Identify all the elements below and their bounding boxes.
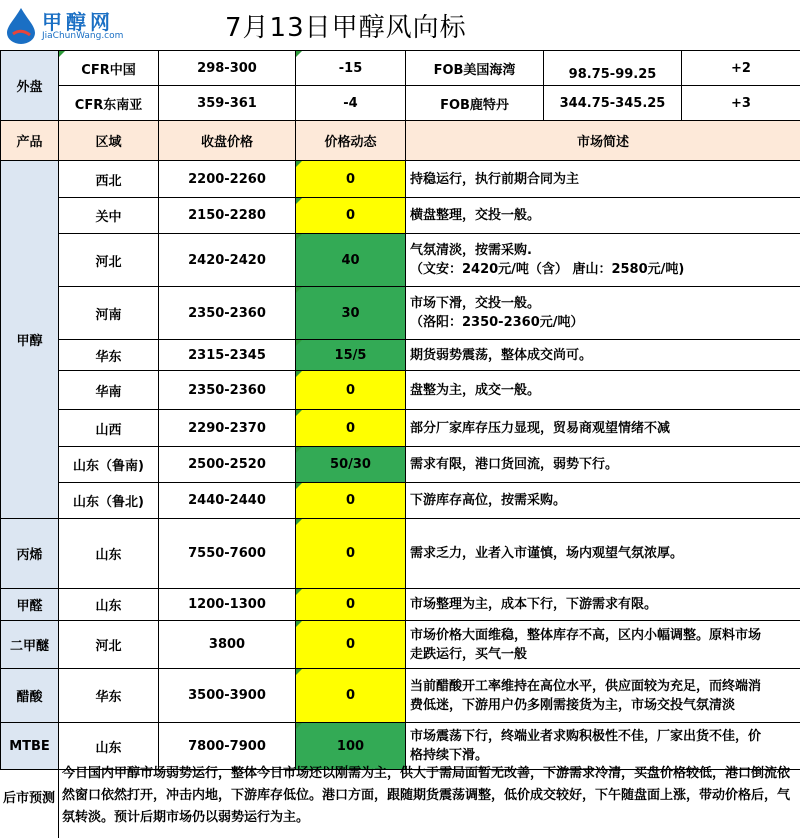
table-row [1, 287, 800, 340]
desc-line: （洛阳：2350-2360元/吨） [410, 315, 584, 330]
desc-cell [406, 519, 800, 589]
price-cell: 2290-2370 [159, 410, 296, 447]
external-change2: +3 [682, 86, 800, 121]
desc-line: 持稳运行，执行前期合同为主 [410, 171, 580, 187]
desc-line: 部分厂家库存压力显现，贸易商观望情绪不减 [410, 420, 671, 436]
page-title: 7月13日甲醇风向标 [225, 13, 467, 43]
price-cell: 3500-3900 [159, 669, 296, 723]
change-cell: 100 [296, 723, 406, 770]
price-cell: 2150-2280 [159, 198, 296, 234]
region-cell: 西北 [59, 161, 159, 198]
table-row [1, 234, 800, 287]
desc-line: 市场价格大面维稳，整体库存不高，区内小幅调整。原料市场 [410, 627, 762, 643]
desc-cell [406, 447, 800, 483]
desc-line: 市场整理为主，成本下行，下游需求有限。 [410, 597, 658, 612]
region-cell: 山东 [59, 723, 159, 770]
forecast-text: 今日国内甲醇市场弱势运行，整体今日市场还以刚需为主，供大于需局面暂无改善，下游需求冷清，买盘价格较低，港口倒流依然窗口依然打开，冲击内地，下游库存低位。港口方面，跟随期货震荡调整，低价成交较好，下午随盘面上涨，带动价格后，气氛转淡。预计后期市场仍以弱势运行为主。 [62, 766, 791, 825]
logo-drop-icon [4, 6, 38, 44]
price-cell: 2315-2345 [159, 340, 296, 371]
desc-line: 市场下滑，交投一般。 [410, 296, 541, 311]
forecast-label: 后市预测 [0, 755, 59, 838]
price-cell: 3800 [159, 621, 296, 669]
title-bar [0, 0, 800, 51]
change-cell: 30 [296, 287, 406, 340]
product-cell: 丙烯 [1, 519, 59, 589]
desc-line: 横盘整理，交投一般。 [410, 208, 541, 223]
region-cell: 华南 [59, 371, 159, 410]
desc-cell [406, 589, 800, 621]
desc-cell [406, 371, 800, 410]
desc-line: 市场震荡下行，终端业者求购积极性不佳，厂家出货不佳，价 [410, 729, 762, 744]
table-row [1, 161, 800, 198]
table-row [1, 340, 800, 371]
external-label: 外盘 [1, 51, 59, 121]
price-cell: 1200-1300 [159, 589, 296, 621]
table-row [1, 621, 800, 669]
region-cell: 山西 [59, 410, 159, 447]
change-cell: 0 [296, 483, 406, 519]
table-row [1, 410, 800, 447]
product-cell: 甲醛 [1, 589, 59, 621]
region-cell: 山东 [59, 589, 159, 621]
desc-cell [406, 198, 800, 234]
external-price2: 98.75-99.25 [544, 51, 682, 86]
col-region: 区域 [59, 121, 159, 161]
change-cell: 0 [296, 198, 406, 234]
change-cell: 0 [296, 589, 406, 621]
external-name: CFR东南亚 [59, 86, 159, 121]
col-desc: 市场简述 [406, 121, 800, 161]
change-cell: 50/30 [296, 447, 406, 483]
table-row [1, 371, 800, 410]
region-cell: 河北 [59, 621, 159, 669]
region-cell: 山东（鲁南) [59, 447, 159, 483]
table-row [1, 589, 800, 621]
col-product: 产品 [1, 121, 59, 161]
desc-line: 当前醋酸开工率维持在高位水平，供应面较为充足，而终端消 [410, 678, 762, 694]
product-cell: 甲醇 [1, 161, 59, 519]
desc-cell [406, 234, 800, 287]
desc-cell [406, 410, 800, 447]
desc-cell [406, 340, 800, 371]
external-change: -15 [296, 51, 406, 86]
region-cell: 关中 [59, 198, 159, 234]
price-cell: 2420-2420 [159, 234, 296, 287]
change-cell: 0 [296, 519, 406, 589]
table-header [1, 121, 800, 161]
region-cell: 山东（鲁北) [59, 483, 159, 519]
price-cell: 2500-2520 [159, 447, 296, 483]
logo-name: 甲醇网 [42, 10, 114, 34]
desc-line: 气氛清淡，按需采购. [410, 243, 532, 258]
forecast-section [0, 755, 800, 839]
region-cell: 河南 [59, 287, 159, 340]
market-table [0, 120, 800, 770]
region-cell: 华东 [59, 669, 159, 723]
desc-line: 期货弱势震荡，整体成交尚可。 [410, 347, 593, 363]
logo [4, 4, 134, 46]
external-price: 298-300 [159, 51, 296, 86]
desc-line: 费低迷，下游用户仍多刚需接货为主，市场交投气氛清淡 [410, 697, 736, 713]
external-name2: FOB鹿特丹 [406, 86, 544, 121]
external-change2: +2 [682, 51, 800, 86]
price-cell: 2200-2260 [159, 161, 296, 198]
external-row [1, 51, 800, 86]
change-cell: 0 [296, 161, 406, 198]
desc-line: 需求有限，港口货回流，弱势下行。 [410, 457, 619, 472]
desc-cell [406, 621, 800, 669]
price-cell: 2440-2440 [159, 483, 296, 519]
change-cell: 40 [296, 234, 406, 287]
desc-cell [406, 287, 800, 340]
table-row [1, 669, 800, 723]
change-cell: 15/5 [296, 340, 406, 371]
external-market-table [0, 50, 800, 121]
logo-url: JiaChunWang.com [42, 31, 124, 41]
region-cell: 华东 [59, 340, 159, 371]
external-name2: FOB美国海湾 [406, 51, 544, 86]
product-cell: 二甲醚 [1, 621, 59, 669]
col-change: 价格动态 [296, 121, 406, 161]
desc-cell [406, 483, 800, 519]
external-name: CFR中国 [59, 51, 159, 86]
desc-line: （文安：2420元/吨（含） 唐山：2580元/吨) [410, 262, 685, 277]
table-row [1, 519, 800, 589]
product-cell: 醋酸 [1, 669, 59, 723]
desc-cell [406, 669, 800, 723]
table-row [1, 483, 800, 519]
price-cell: 2350-2360 [159, 371, 296, 410]
desc-line: 盘整为主，成交一般。 [410, 382, 541, 398]
change-cell: 0 [296, 669, 406, 723]
price-cell: 7550-7600 [159, 519, 296, 589]
price-cell: 7800-7900 [159, 723, 296, 770]
product-cell: MTBE [1, 723, 59, 770]
desc-line: 走跌运行，买气一般 [410, 646, 528, 662]
change-cell: 0 [296, 371, 406, 410]
external-row [1, 86, 800, 121]
col-price: 收盘价格 [159, 121, 296, 161]
external-price2: 344.75-345.25 [544, 86, 682, 121]
change-cell: 0 [296, 621, 406, 669]
change-cell: 0 [296, 410, 406, 447]
external-change: -4 [296, 86, 406, 121]
region-cell: 山东 [59, 519, 159, 589]
table-row [1, 447, 800, 483]
desc-cell [406, 161, 800, 198]
external-price: 359-361 [159, 86, 296, 121]
desc-line: 格持续下滑。 [410, 748, 489, 763]
price-cell: 2350-2360 [159, 287, 296, 340]
desc-line: 下游库存高位，按需采购。 [410, 493, 567, 508]
desc-line: 需求乏力，业者入市谨慎，场内观望气氛浓厚。 [410, 546, 684, 561]
region-cell: 河北 [59, 234, 159, 287]
table-row [1, 198, 800, 234]
